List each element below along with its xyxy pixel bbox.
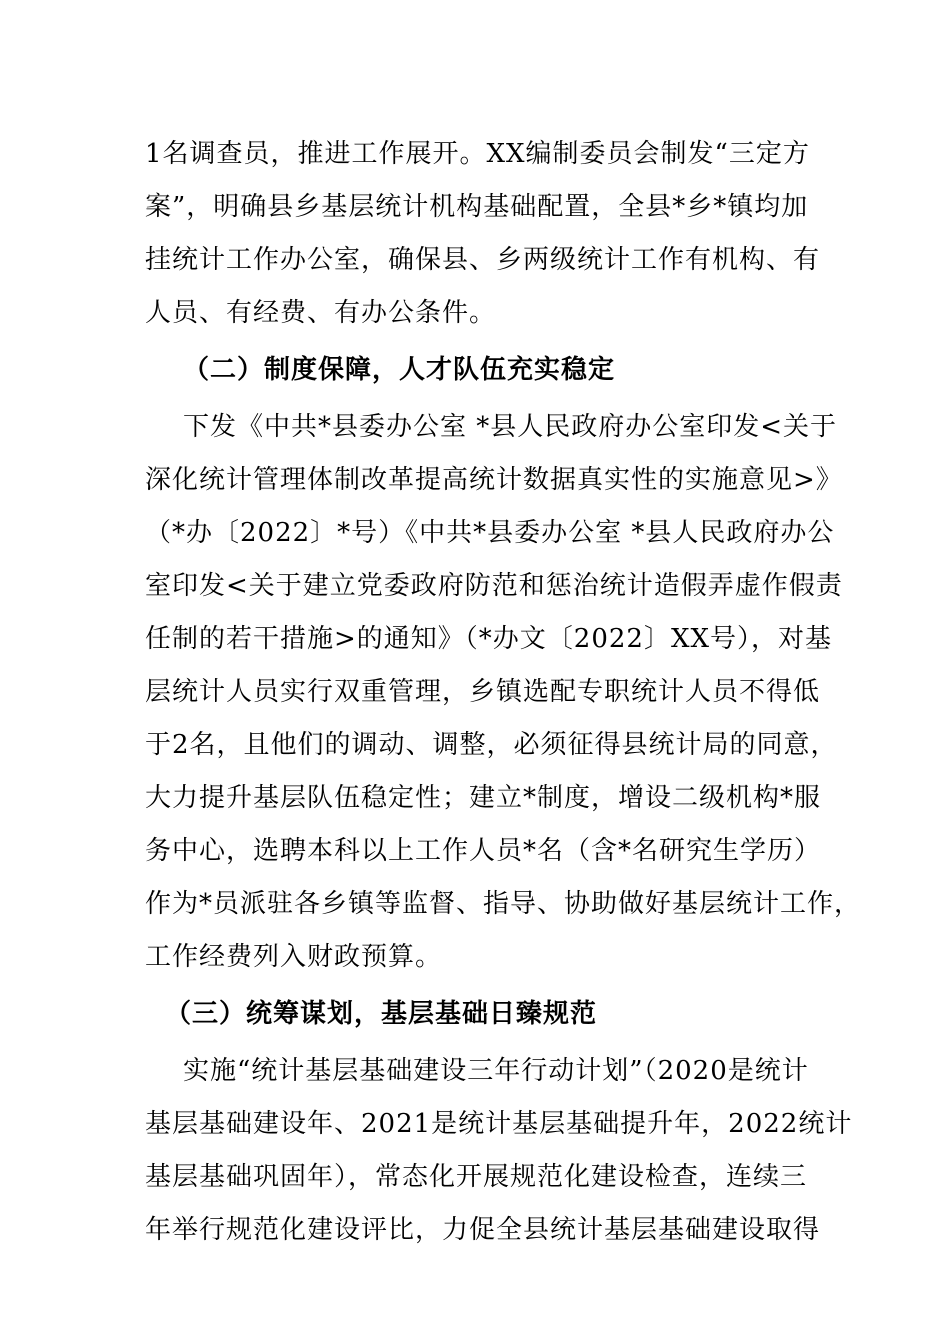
paragraph-line: 年举行规范化建设评比，力促全县统计基层基础建设取得 — [145, 1215, 821, 1245]
paragraph-line: 人员、有经费、有办公条件。 — [145, 298, 497, 328]
paragraph-line: 务中心，选聘本科以上工作人员*名（含*名研究生学历） — [145, 836, 822, 866]
paragraph-line: 大力提升基层队伍稳定性；建立*制度，增设二级机构*服 — [145, 783, 822, 813]
paragraph-line: 1名调查员，推进工作展开。XX编制委员会制发“三定方 — [145, 139, 810, 169]
paragraph-line: 深化统计管理体制改革提高统计数据真实性的实施意见>》 — [145, 465, 843, 495]
section-heading-2: （二）制度保障，人才队伍充实稳定 — [183, 355, 616, 385]
paragraph-line: 作为*员派驻各乡镇等监督、指导、协助做好基层统计工作， — [145, 889, 862, 919]
paragraph-line: 基层基础巩固年），常态化开展规范化建设检查，连续三 — [145, 1162, 808, 1192]
document-body — [145, 128, 862, 1257]
paragraph-line: 工作经费列入财政预算。 — [145, 942, 443, 972]
paragraph-line: 室印发<关于建立党委政府防范和惩治统计造假弄虚作假责 — [145, 571, 843, 601]
paragraph-line: 任制的若干措施>的通知》（*办文〔2022〕XX号），对基 — [145, 624, 832, 654]
paragraph-line: 实施“统计基层基础建设三年行动计划”（2020是统计 — [183, 1056, 809, 1086]
paragraph-line: （*办〔2022〕*号）《中共*县委办公室 *县人民政府办公 — [145, 518, 835, 548]
paragraph-line: 下发《中共*县委办公室 *县人民政府办公室印发<关于 — [183, 412, 838, 442]
paragraph-line: 挂统计工作办公室，确保县、乡两级统计工作有机构、有 — [145, 245, 821, 275]
paragraph-line: 于2名，且他们的调动、调整，必须征得县统计局的同意， — [145, 730, 838, 760]
section-heading-3: （三）统筹谋划，基层基础日臻规范 — [165, 999, 598, 1029]
paragraph-line: 案”，明确县乡基层统计机构基础配置，全县*乡*镇均加 — [145, 192, 809, 222]
paragraph-line: 层统计人员实行双重管理，乡镇选配专职统计人员不得低 — [145, 677, 821, 707]
paragraph-line: 基层基础建设年、2021是统计基层基础提升年，2022统计 — [145, 1109, 853, 1139]
